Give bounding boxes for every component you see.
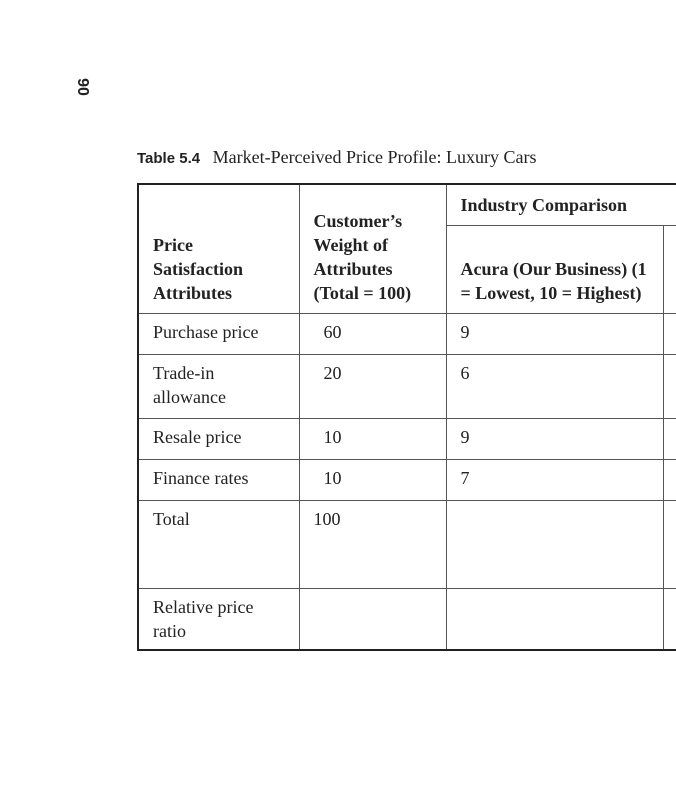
row-competitor-score <box>663 418 676 459</box>
row-attribute: Resale price <box>153 426 242 447</box>
row-attribute: Trade-in allowance <box>153 362 226 407</box>
row-attribute: Finance rates <box>153 467 249 488</box>
table-row <box>138 459 676 500</box>
row-acura-score <box>447 589 663 595</box>
header-attributes-label: Price Satisfaction Attributes <box>153 234 243 303</box>
header-acura-label: Acura (Our Business) (1 = Lowest, 10 = Highest) <box>460 258 647 303</box>
row-acura-score <box>447 501 663 507</box>
row-competitor-score <box>663 354 676 418</box>
table-row <box>138 313 676 354</box>
row-weight <box>300 589 446 595</box>
row-competitor-score <box>663 313 676 354</box>
row-competitor-score <box>663 459 676 500</box>
row-acura-score: 9 <box>460 321 470 342</box>
row-competitor-score <box>663 588 676 650</box>
header-acura <box>446 225 663 313</box>
row-competitor-score <box>663 500 676 588</box>
row-attribute: Purchase price <box>153 321 259 342</box>
header-industry-comparison <box>446 184 676 225</box>
header-industry-comparison-label: Industry Comparison <box>460 194 628 215</box>
header-weight <box>299 184 446 313</box>
header-next-competitor <box>663 225 676 313</box>
header-attributes <box>138 184 299 313</box>
row-acura-score: 6 <box>460 362 470 383</box>
row-acura-score: 7 <box>460 467 470 488</box>
header-weight-label: Customer’s Weight of Attributes (Total = 100) <box>313 210 412 303</box>
table-row <box>138 588 676 650</box>
table-label: Table 5.4 <box>137 150 201 167</box>
table-row <box>138 500 676 588</box>
row-weight: 10 <box>323 426 342 447</box>
row-weight: 60 <box>323 321 342 342</box>
table-row <box>138 418 676 459</box>
row-weight: 20 <box>323 362 342 383</box>
page-number: 90 <box>74 78 91 96</box>
row-acura-score: 9 <box>460 426 470 447</box>
table-title: Market-Perceived Price Profile: Luxury Cars <box>212 147 537 167</box>
row-weight: 100 <box>313 508 341 529</box>
price-profile-table <box>137 183 676 651</box>
table-caption <box>137 146 537 170</box>
table-row <box>138 354 676 418</box>
row-weight: 10 <box>323 467 342 488</box>
row-attribute: Total <box>153 508 190 529</box>
row-attribute: Relative price ratio <box>153 596 254 641</box>
